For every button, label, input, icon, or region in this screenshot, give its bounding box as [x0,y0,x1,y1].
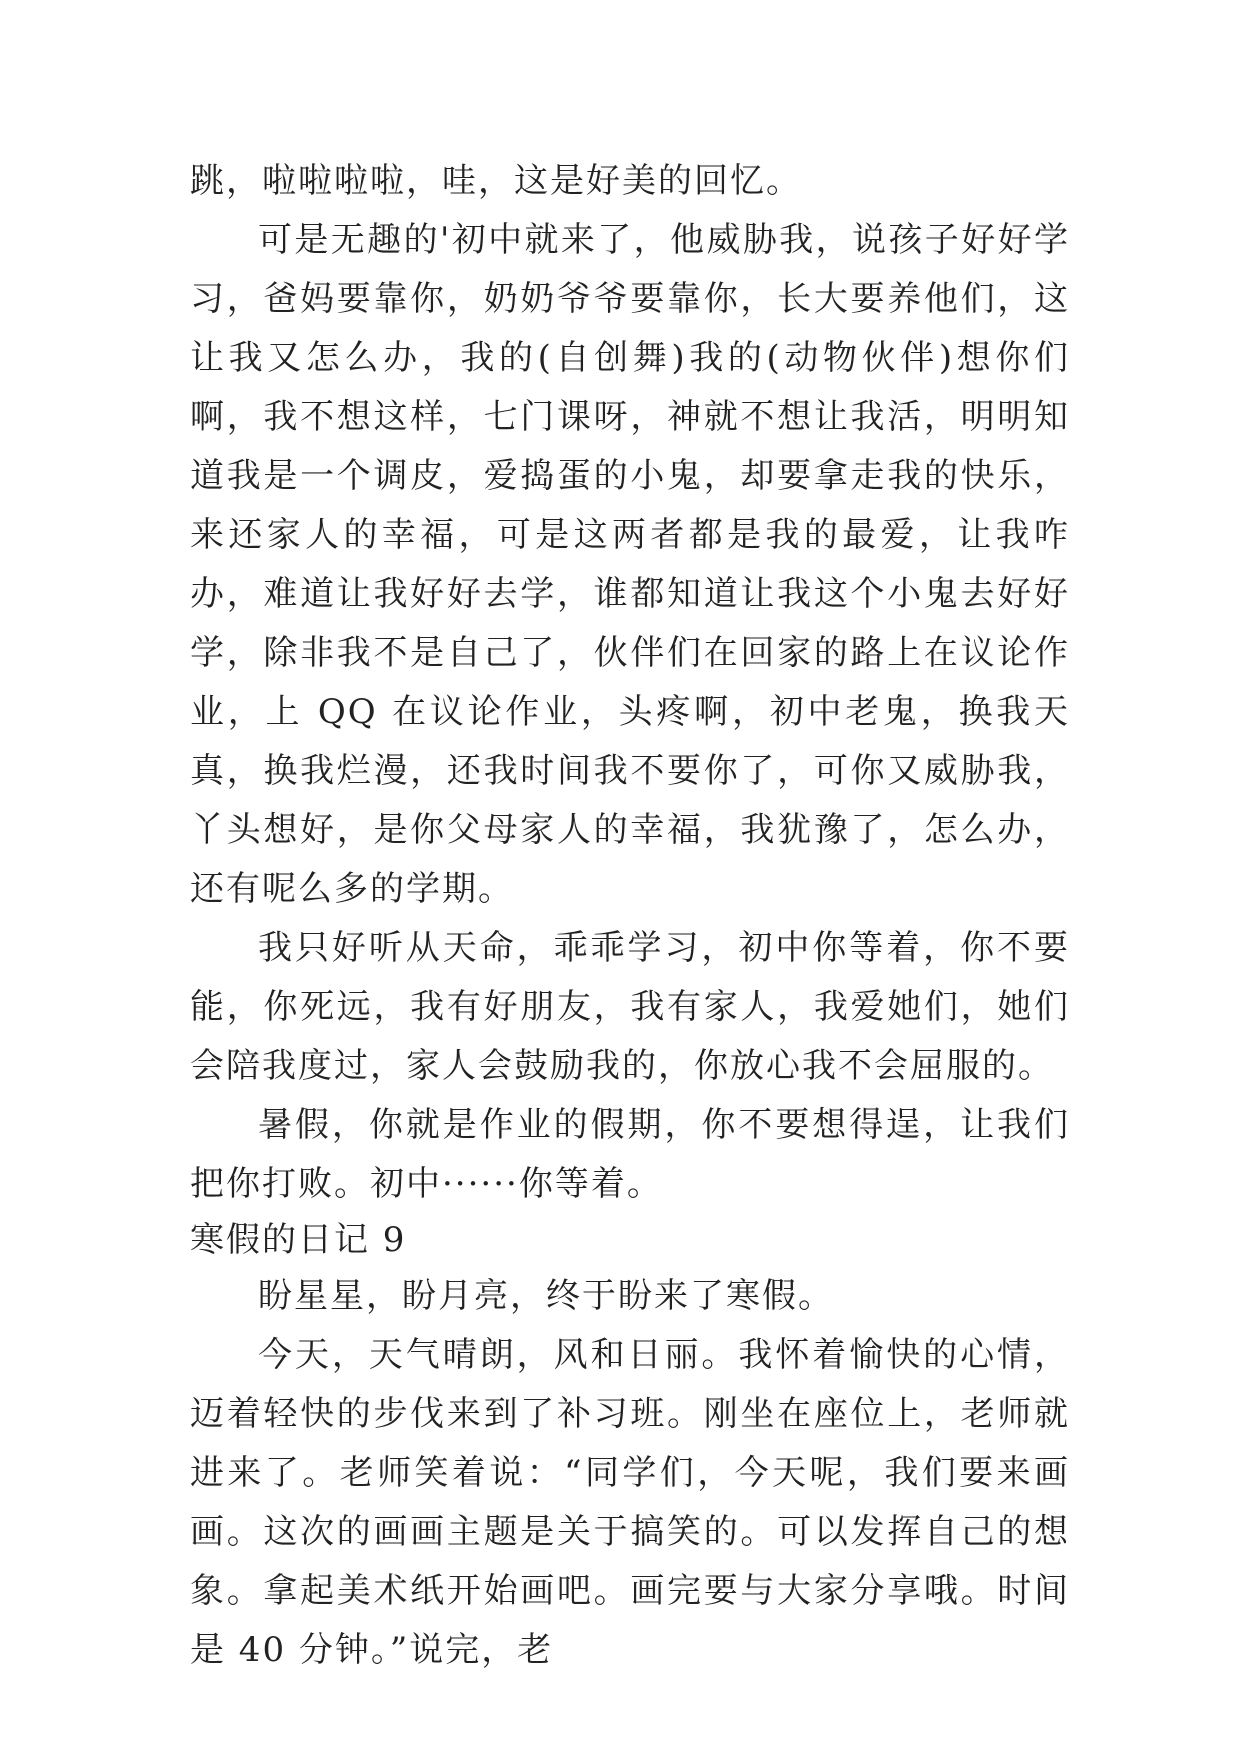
paragraph-2: 可是无趣的'初中就来了，他威胁我，说孩子好好学习，爸妈要靠你，奶奶爷爷要靠你，长大要养他们，这让我又怎么办，我的(自创舞)我的(动物伙伴)想你们啊，我不想这样，七门课呀，神就不想让我活，明明知道我是一个调皮，爱捣蛋的小鬼，却要拿走我的快乐，来还家人的幸福，可是这两者都是我的最爱，让我咋办，难道让我好好去学，谁都知道让我这个小鬼去好好学，除非我不是自己了，伙伴们在回家的路上在议论作业，上 QQ 在议论作业，头疼啊，初中老鬼，换我天真，换我烂漫，还我时间我不要你了，可你又威胁我，丫头想好，是你父母家人的幸福，我犹豫了，怎么办，还有呢么多的学期。 [190,220,1070,909]
paragraph-3: 我只好听从天命，乖乖学习，初中你等着，你不要能，你死远，我有好朋友，我有家人，我爱她们，她们会陪我度过，家人会鼓励我的，你放心我不会屈服的。 [190,928,1070,1086]
document-body [190,152,1070,1680]
paragraph-6: 今天，天气晴朗，风和日丽。我怀着愉快的心情，迈着轻快的步伐来到了补习班。刚坐在座位上，老师就进来了。老师笑着说：“同学们，今天呢，我们要来画画。这次的画画主题是关于搞笑的。可以发挥自己的想象。拿起美术纸开始画吧。画完要与大家分享哦。时间是 40 分钟。”说完，老 [190,1335,1070,1670]
paragraph-4: 暑假，你就是作业的假期，你不要想得逞，让我们把你打败。初中······你等着。 [190,1105,1070,1204]
paragraph-5: 盼星星，盼月亮，终于盼来了寒假。 [258,1276,834,1316]
paragraph-1: 跳，啦啦啦啦，哇，这是好美的回忆。 [190,161,802,201]
section-heading: 寒假的日记 9 [190,1220,407,1260]
